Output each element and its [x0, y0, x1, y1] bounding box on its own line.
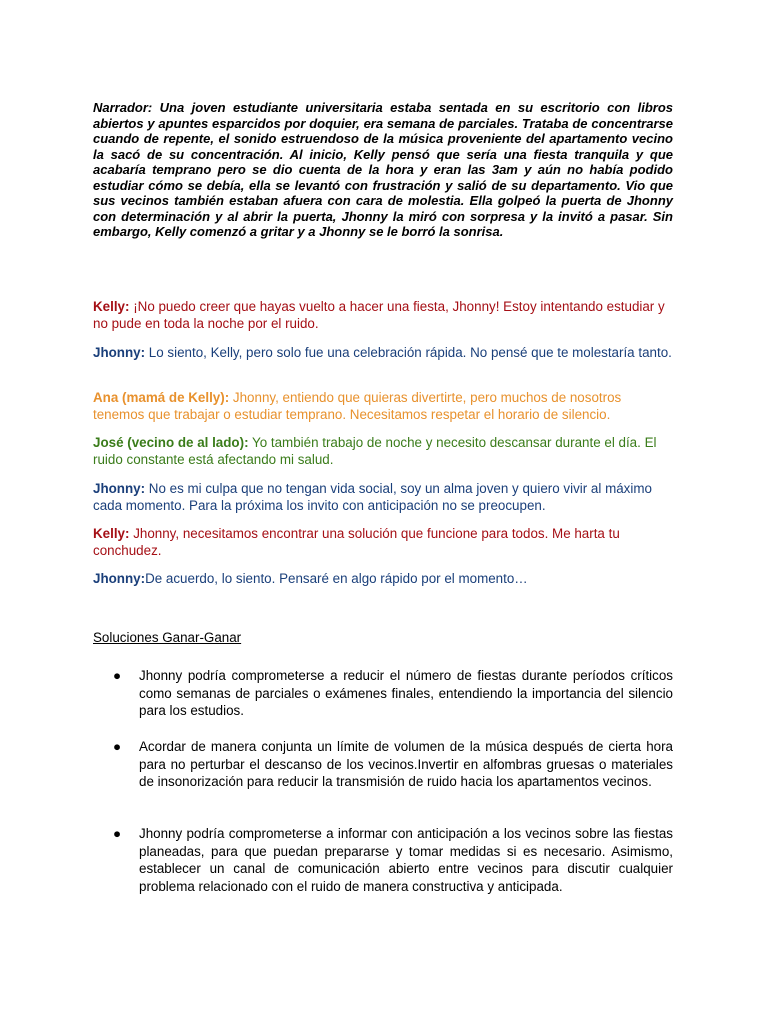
solution-item [113, 825, 673, 895]
solution-item [113, 738, 673, 791]
dialogue-text: No es mi culpa que no tengan vida social, soy un alma joven y quiero vivir al máximo cada momento. Para la próxima los invito con anticipación no se preocupen. [93, 481, 652, 513]
speaker-name: Jhonny: [93, 345, 146, 360]
dialogue-line-jose [93, 435, 673, 468]
dialogue-text: De acuerdo, lo siento. Pensaré en algo rápido por el momento… [145, 571, 528, 586]
dialogue-text: ¡No puedo creer que hayas vuelto a hacer una fiesta, Jhonny! Estoy intentando estudiar y no pude en toda la noche por el ruido. [93, 299, 665, 331]
dialogue-line-jhonny-2 [93, 481, 673, 514]
narration-paragraph: Narrador: Una joven estudiante universitaria estaba sentada en su escritorio con libros abiertos y apuntes esparcidos por doquier, era semana de parciales. Trataba de concentrarse cuando de repente, el sonido estruendoso de la música proveniente del apartamento vecino la sacó de su concentración. Al inicio, Kelly pensó que sería una fiesta tranquila y que acabaría temprano pero se dio cuenta de la hora y eran las 3am y aún no había podido estudiar cómo se debía, ella se levantó con frustración y salió de su departamento. Vio que sus vecinos también estaban afuera con cara de molestia. Ella golpeó la puerta de Jhonny con determinación y al abrir la puerta, Jhonny la miró con sorpresa y la invitó a pasar. Sin embargo, Kelly comenzó a gritar y a Jhonny se le borró la sonrisa. [93, 100, 673, 239]
speaker-name: Jhonny: [93, 571, 146, 586]
speaker-name: Ana (mamá de Kelly): [93, 390, 230, 405]
dialogue-line-kelly-1 [93, 299, 673, 332]
speaker-name: Kelly: [93, 526, 130, 541]
dialogue-text: Lo siento, Kelly, pero solo fue una celebración rápida. No pensé que te molestaría tanto. [145, 345, 672, 360]
dialogue-line-kelly-2 [93, 526, 673, 559]
solution-text: Acordar de manera conjunta un límite de volumen de la música después de cierta hora para no perturbar el descanso de los vecinos.Invertir en alfombras gruesas o materiales de insonorización para reducir la transmisión de ruido hacia los apartamentos vecinos. [139, 739, 673, 790]
bullet-dot: ● [113, 739, 122, 754]
solution-item [113, 667, 673, 720]
dialogue-text: Jhonny, necesitamos encontrar una solución que funcione para todos. Me harta tu conchudez. [93, 526, 620, 558]
dialogue-line-ana [93, 390, 673, 423]
bullet-dot: ● [113, 668, 122, 683]
solution-text: Jhonny podría comprometerse a informar con anticipación a los vecinos sobre las fiestas planeadas, para que puedan prepararse y tomar medidas si es necesario. Asimismo, establecer un canal de comunicación abierto entre vecinos para discutir cualquier problema relacionado con el ruido de manera constructiva y anticipada. [139, 826, 673, 894]
dialogue-text: Jhonny, entiendo que quieras divertirte, pero muchos de nosotros tenemos que trabajar o estudiar temprano. Necesitamos respetar el horario de silencio. [93, 390, 622, 422]
speaker-name: Kelly: [93, 299, 130, 314]
solutions-heading: Soluciones Ganar-Ganar [93, 630, 242, 645]
dialogue-line-jhonny-1 [93, 345, 673, 362]
dialogue-line-jhonny-3 [93, 571, 673, 588]
speaker-name: Jhonny: [93, 481, 146, 496]
speaker-name: José (vecino de al lado): [93, 435, 249, 450]
solution-text: Jhonny podría comprometerse a reducir el número de fiestas durante períodos críticos como semanas de parciales o exámenes finales, entendiendo la importancia del silencio para los estudios. [139, 668, 673, 719]
dialogue-text: Yo también trabajo de noche y necesito descansar durante el día. El ruido constante está afectando mi salud. [93, 435, 657, 467]
bullet-dot: ● [113, 826, 122, 841]
